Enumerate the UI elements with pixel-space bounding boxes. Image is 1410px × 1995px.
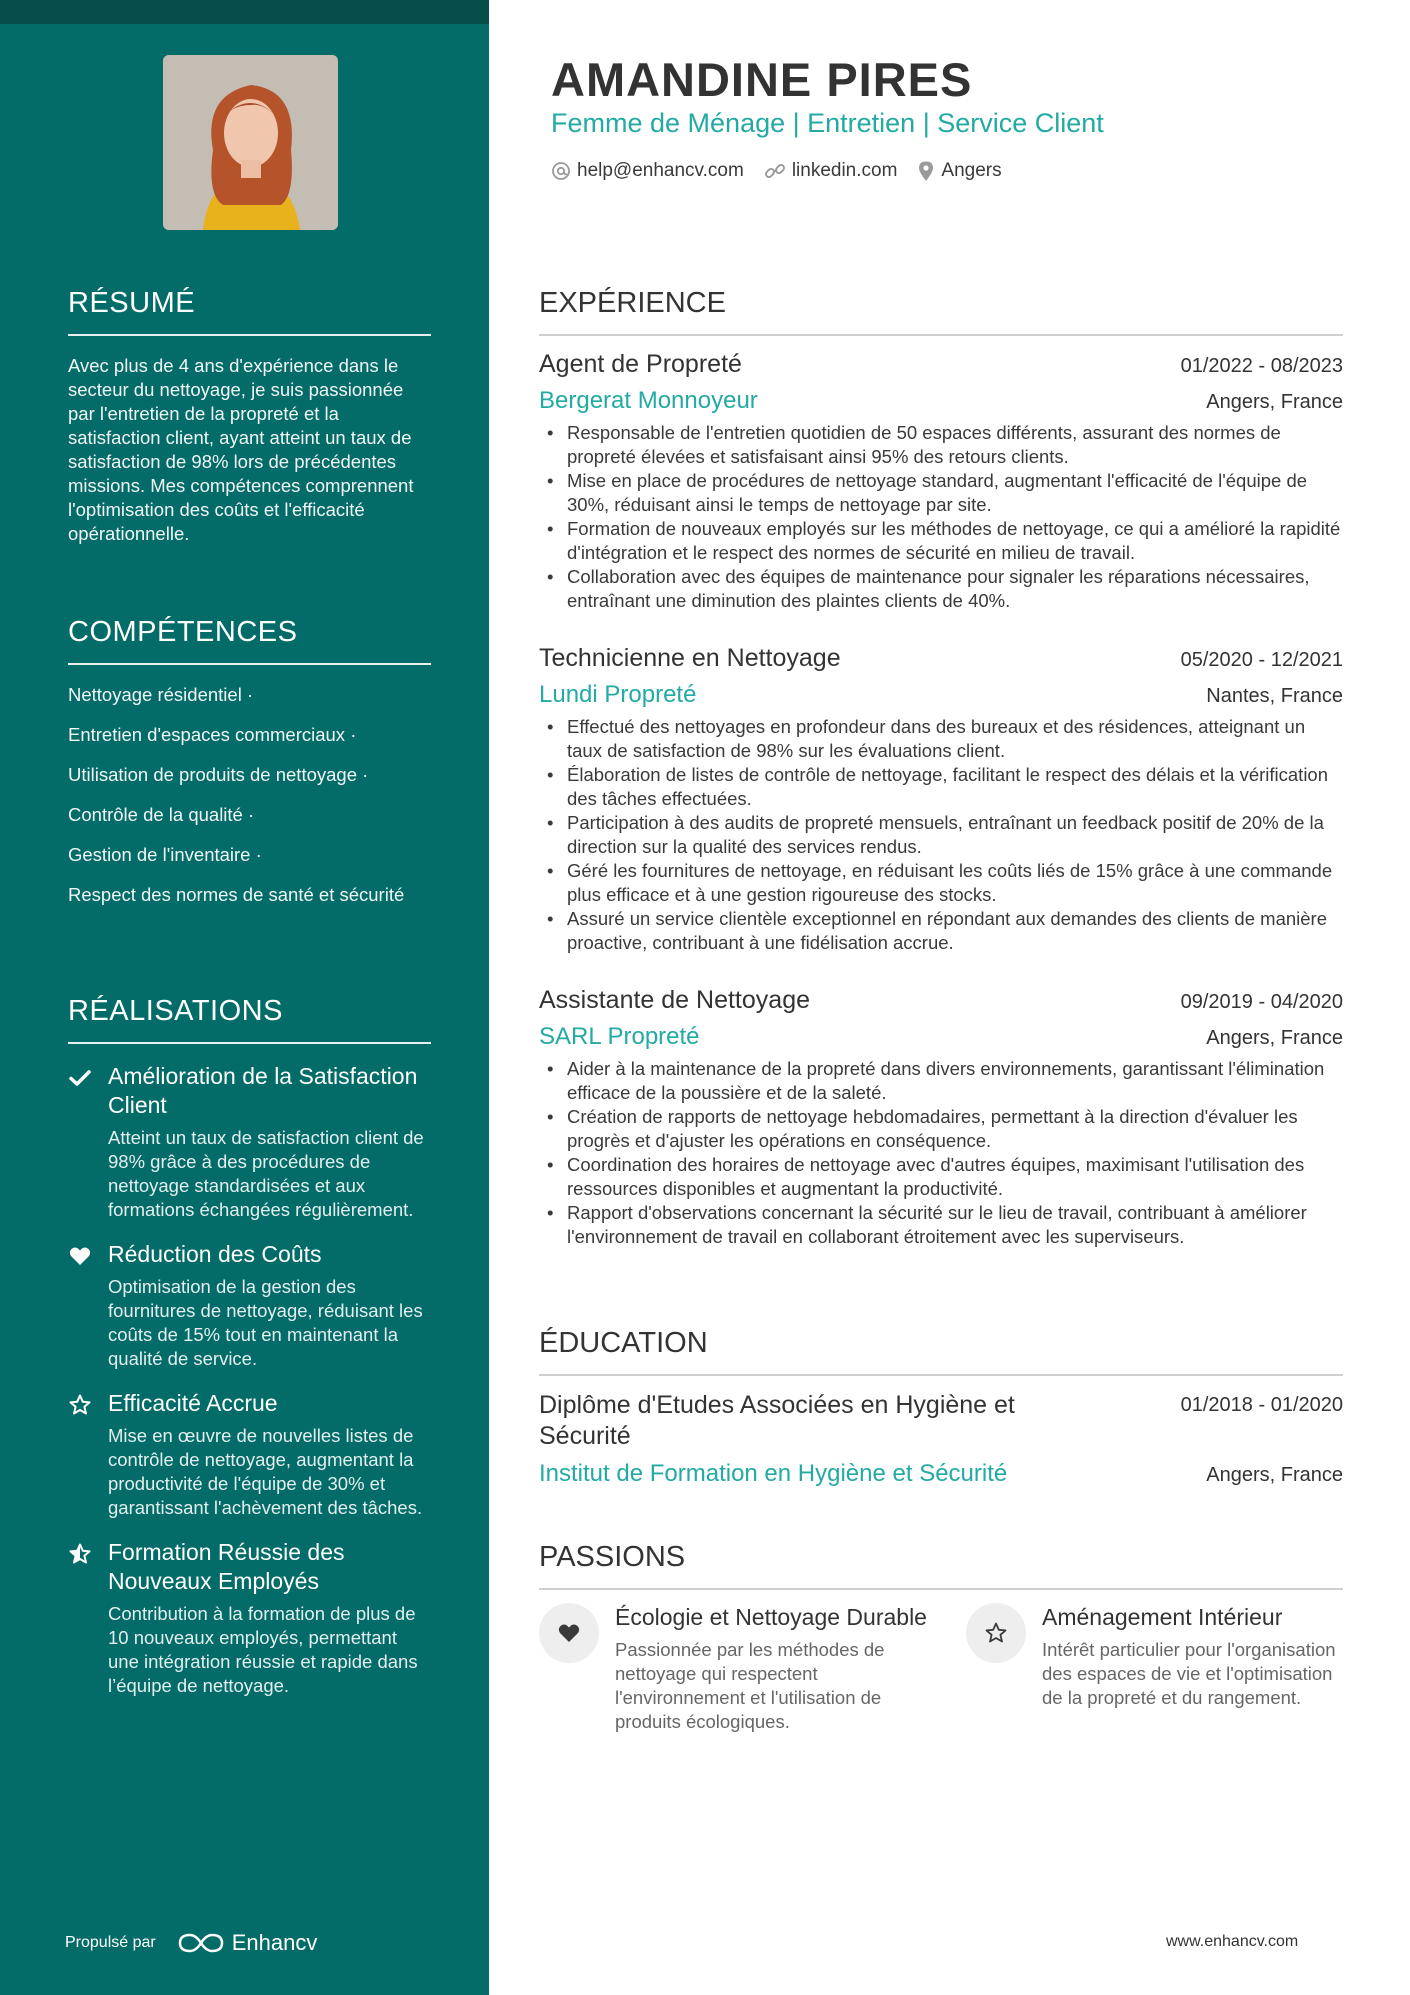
- enhancv-logo-icon: [178, 1932, 224, 1954]
- passion-item: [539, 1603, 939, 1734]
- footer-website-link[interactable]: www.enhancv.com: [1166, 1933, 1299, 1950]
- passion-desc: Intérêt particulier pour l'organisation des espaces de vie et l'optimisation de la propreté et du rangement.: [1042, 1639, 1336, 1708]
- bullet: • Formation de nouveaux employés sur les méthodes de nettoyage, ce qui a amélioré la rapidité d'intégration et le respect des normes de sécurité en milieu de travail.: [539, 517, 1343, 565]
- achievement-title: Amélioration de la Satisfaction Client: [108, 1063, 418, 1118]
- powered-label: Propulsé par: [65, 1934, 156, 1951]
- education-entry: [539, 1390, 1343, 1488]
- contact-info: [551, 160, 1002, 182]
- experience-heading: EXPÉRIENCE: [539, 287, 1343, 336]
- achievements-section: [68, 995, 431, 1698]
- bullet: • Création de rapports de nettoyage hebdomadaires, permettant à la direction d'évaluer les progrès et d'ajuster les opérations en conséquence.: [539, 1105, 1343, 1153]
- summary-section: [68, 287, 431, 546]
- powered-by: [65, 1930, 317, 1956]
- job-bullets: [539, 1057, 1343, 1249]
- skills-section: [68, 616, 431, 907]
- sidebar-top-bar: [0, 0, 489, 24]
- bullet: • Participation à des audits de propreté mensuels, entraînant un feedback positif de 20% de la direction sur la qualité des services rendus.: [539, 811, 1343, 859]
- achievement-desc: Mise en œuvre de nouvelles listes de contrôle de nettoyage, augmentant la productivité de l'équipe de 30% et garantissant l'achèvement des tâches.: [108, 1425, 423, 1518]
- candidate-headline: Femme de Ménage | Entretien | Service Client: [551, 108, 1104, 138]
- job-company: Bergerat Monnoyeur: [539, 387, 758, 414]
- star-outline-icon: [68, 1389, 108, 1520]
- achievement-item: [68, 1240, 431, 1371]
- passion-title: Aménagement Intérieur: [1042, 1604, 1283, 1630]
- job-company: Lundi Propreté: [539, 681, 697, 708]
- job-title: Technicienne en Nettoyage: [539, 644, 841, 672]
- education-heading: ÉDUCATION: [539, 1327, 1343, 1376]
- achievement-desc: Optimisation de la gestion des fournitures de nettoyage, réduisant les coûts de 15% tout en maintenant la qualité de service.: [108, 1276, 423, 1369]
- check-icon: [68, 1062, 108, 1222]
- achievements-heading: RÉALISATIONS: [68, 995, 431, 1044]
- location-pin-icon: [917, 160, 935, 182]
- job-entry: [539, 986, 1343, 1249]
- achievement-item: [68, 1538, 431, 1698]
- job-location: Angers, France: [1206, 391, 1343, 413]
- bullet: • Mise en place de procédures de nettoyage standard, augmentant l'efficacité de l'équipe de 30%, réduisant ainsi le temps de nettoyage par site.: [539, 469, 1343, 517]
- passion-title: Écologie et Nettoyage Durable: [615, 1604, 927, 1630]
- skill-item: Utilisation de produits de nettoyage ·: [68, 764, 369, 785]
- skill-item: Contrôle de la qualité ·: [68, 804, 255, 825]
- achievement-title: Formation Réussie des Nouveaux Employés: [108, 1539, 345, 1594]
- job-title: Agent de Propreté: [539, 350, 742, 378]
- skills-list: [68, 683, 431, 907]
- job-dates: 05/2020 - 12/2021: [1180, 649, 1343, 671]
- skill-item: Entretien d'espaces commerciaux ·: [68, 724, 357, 745]
- email-text: help@enhancv.com: [577, 160, 744, 181]
- heart-icon: [68, 1240, 108, 1371]
- link-icon: [764, 161, 786, 181]
- heart-icon: [539, 1603, 599, 1663]
- location-contact: [917, 160, 1001, 182]
- linkedin-text: linkedin.com: [791, 160, 898, 181]
- bullet: • Effectué des nettoyages en profondeur dans des bureaux et des résidences, atteignant un taux de satisfaction de 98% sur les évaluations client.: [539, 715, 1343, 763]
- summary-text: Avec plus de 4 ans d'expérience dans le secteur du nettoyage, je suis passionnée par l'entretien de la propreté et la satisfaction client, ayant atteint un taux de satisfaction de 98% lors de précédentes missions. Mes compétences comprennent l'optimisation des coûts et l'efficacité opérationnelle.: [68, 355, 414, 544]
- job-dates: 01/2022 - 08/2023: [1180, 355, 1343, 377]
- job-entry: [539, 350, 1343, 613]
- linkedin-contact[interactable]: [764, 160, 898, 182]
- achievement-title: Efficacité Accrue: [108, 1390, 278, 1416]
- candidate-name: AMANDINE PIRES: [551, 53, 973, 106]
- bullet: • Collaboration avec des équipes de maintenance pour signaler les réparations nécessaires, entraînant une diminution des plaintes clients de 40%.: [539, 565, 1343, 613]
- skill-item: Nettoyage résidentiel ·: [68, 684, 254, 705]
- summary-heading: RÉSUMÉ: [68, 287, 431, 336]
- school-name: Institut de Formation en Hygiène et Sécurité: [539, 1460, 1008, 1487]
- job-location: Nantes, France: [1206, 685, 1343, 707]
- bullet: • Géré les fournitures de nettoyage, en réduisant les coûts liés de 15% grâce à une commande plus efficace et à une gestion rigoureuse des stocks.: [539, 859, 1343, 907]
- passion-item: [966, 1603, 1336, 1710]
- achievement-item: [68, 1062, 431, 1222]
- achievement-desc: Contribution à la formation de plus de 10 nouveaux employés, permettant une intégration réussie et rapide dans l’équipe de nettoyage.: [108, 1603, 418, 1696]
- passions-heading: PASSIONS: [539, 1541, 1343, 1590]
- job-dates: 09/2019 - 04/2020: [1180, 991, 1343, 1013]
- degree-title: Diplôme d'Etudes Associées en Hygiène et Sécurité: [539, 1391, 1015, 1450]
- brand-logo[interactable]: [178, 1930, 318, 1956]
- bullet: • Assuré un service clientèle exceptionnel en répondant aux demandes des clients de manière proactive, contribuant à une fidélisation accrue.: [539, 907, 1343, 955]
- job-bullets: [539, 421, 1343, 613]
- job-company: SARL Propreté: [539, 1023, 700, 1050]
- achievement-title: Réduction des Coûts: [108, 1241, 322, 1267]
- brand-name: Enhancv: [231, 1930, 318, 1955]
- star-outline-icon: [966, 1603, 1026, 1663]
- profile-photo: [163, 55, 338, 230]
- achievement-item: [68, 1389, 431, 1520]
- school-location: Angers, France: [1206, 1464, 1343, 1486]
- education-dates: 01/2018 - 01/2020: [1180, 1394, 1343, 1416]
- job-bullets: [539, 715, 1343, 955]
- email-contact[interactable]: [551, 160, 744, 182]
- job-location: Angers, France: [1206, 1027, 1343, 1049]
- star-half-icon: [68, 1538, 108, 1698]
- bullet: • Rapport d'observations concernant la sécurité sur le lieu de travail, contribuant à améliorer l'environnement de travail en collaborant étroitement avec les superviseurs.: [539, 1201, 1343, 1249]
- sidebar: [0, 0, 489, 1995]
- bullet: • Aider à la maintenance de la propreté dans divers environnements, garantissant l'élimination efficace de la poussière et de la saleté.: [539, 1057, 1343, 1105]
- skill-item: Gestion de l'inventaire ·: [68, 844, 262, 865]
- bullet: • Responsable de l'entretien quotidien de 50 espaces différents, assurant des normes de propreté élevées et satisfaisant ainsi 95% des retours clients.: [539, 421, 1343, 469]
- location-text: Angers: [941, 160, 1002, 181]
- passion-desc: Passionnée par les méthodes de nettoyage qui respectent l'environnement et l'utilisation de produits écologiques.: [615, 1639, 885, 1732]
- bullet: • Élaboration de listes de contrôle de nettoyage, facilitant le respect des délais et la vérification des tâches effectuées.: [539, 763, 1343, 811]
- job-entry: [539, 644, 1343, 955]
- bullet: • Coordination des horaires de nettoyage avec d'autres équipes, maximisant l'utilisation des ressources disponibles et augmentant la productivité.: [539, 1153, 1343, 1201]
- job-title: Assistante de Nettoyage: [539, 986, 810, 1014]
- skill-item: Respect des normes de santé et sécurité: [68, 884, 405, 905]
- skills-heading: COMPÉTENCES: [68, 616, 431, 665]
- achievement-desc: Atteint un taux de satisfaction client de 98% grâce à des procédures de nettoyage standardisées et aux formations échangées régulièrement.: [108, 1127, 424, 1220]
- at-icon: [551, 161, 571, 181]
